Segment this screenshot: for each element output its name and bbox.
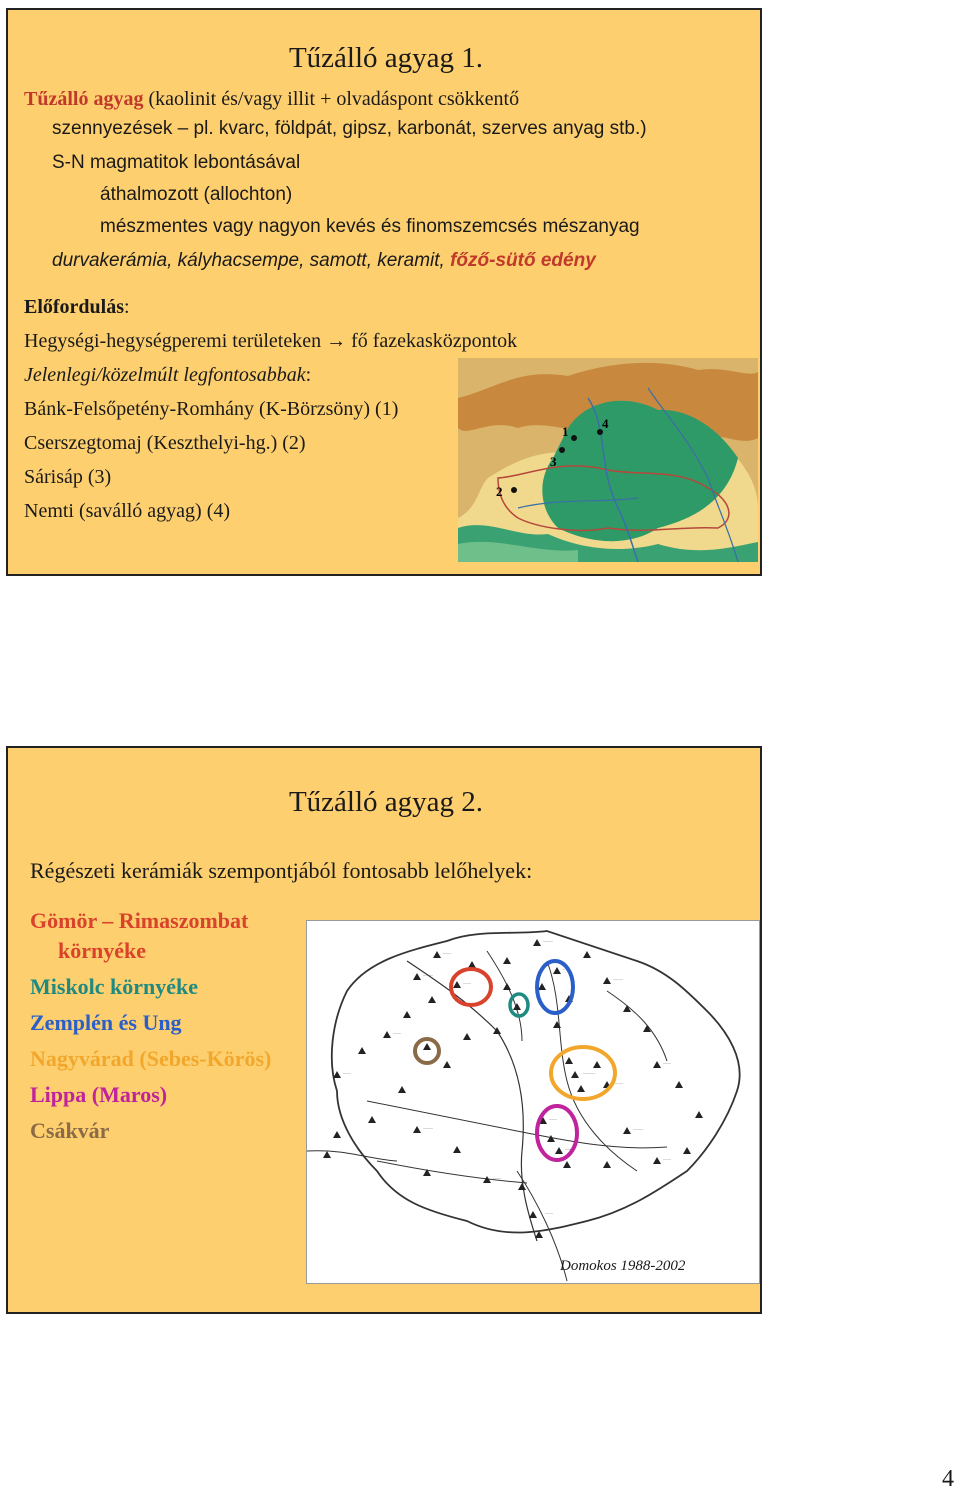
definition-line-1: Tűzálló agyag (kaolinit és/vagy illit + olvadáspont csökkentő xyxy=(24,88,520,110)
uses-line: durvakerámia, kályhacsempe, samott, keramit, főző-sütő edény xyxy=(52,250,596,271)
svg-text:····: ···· xyxy=(463,981,471,987)
svg-text:····: ···· xyxy=(549,1117,557,1123)
relief-map-graphic xyxy=(458,358,758,562)
svg-text:·····: ····· xyxy=(633,1127,643,1133)
definition-line-4: áthalmozott (allochton) xyxy=(100,184,293,205)
svg-text:·····: ····· xyxy=(613,977,623,983)
svg-text:·····: ····· xyxy=(423,973,433,979)
occurrence-heading: Előfordulás: xyxy=(24,296,130,318)
site-gomor-line-2: környéke xyxy=(58,938,146,963)
svg-text:····: ···· xyxy=(565,1147,573,1153)
svg-text:·····: ····· xyxy=(543,939,553,945)
archaeology-map-graphic xyxy=(307,921,759,1283)
site-gomor: Gömör – Rimaszombat xyxy=(30,908,249,933)
slide-1-title: Tűzálló agyag 1. xyxy=(288,42,484,74)
definition-line-2: szennyezések – pl. kvarc, földpát, gipsz, karbonát, szerves anyag stb.) xyxy=(52,118,647,139)
site-miskolc: Miskolc környéke xyxy=(30,974,199,999)
definition-line-3: S-N magmatitok lebontásával xyxy=(52,152,301,173)
term-tuzallo-agyag: Tűzálló agyag xyxy=(24,88,144,110)
svg-text:····: ···· xyxy=(443,951,451,957)
svg-text:····: ···· xyxy=(663,1061,671,1067)
place-4: Nemti (saválló agyag) (4) xyxy=(24,500,231,522)
relief-map xyxy=(458,358,758,562)
svg-text:····: ···· xyxy=(563,967,571,973)
site-zemplen: Zemplén és Ung xyxy=(30,1010,182,1035)
slide-2-subtitle: Régészeti kerámiák szempontjából fontosabb lelőhelyek: xyxy=(30,858,533,883)
svg-text:····: ···· xyxy=(393,1031,401,1037)
svg-text:······: ······ xyxy=(583,1071,595,1077)
definition-line-5: mészmentes vagy nagyon kevés és finomszemcsés mészanyag xyxy=(100,216,640,237)
svg-text:·····: ····· xyxy=(423,1126,433,1132)
svg-text:····: ···· xyxy=(663,1157,671,1163)
arrow-right-icon: → xyxy=(321,330,352,352)
site-csakvar: Csákvár xyxy=(30,1118,110,1143)
site-nagyvarad: Nagyvárad (Sebes-Körös) xyxy=(30,1046,272,1071)
place-3: Sárisáp (3) xyxy=(24,466,112,488)
map-label-1: 1 xyxy=(562,424,569,439)
map-label-3: 3 xyxy=(550,454,557,469)
place-1: Bánk-Felsőpetény-Romhány (K-Börzsöny) (1) xyxy=(24,398,399,420)
page-number: 4 xyxy=(942,1466,954,1492)
svg-text:·····: ····· xyxy=(613,1081,623,1087)
slide-1 xyxy=(6,8,762,576)
map-label-2: 2 xyxy=(496,484,503,499)
place-2: Cserszegtomaj (Keszthelyi-hg.) (2) xyxy=(24,432,306,454)
slide-2 xyxy=(6,746,762,1314)
map-label-4: 4 xyxy=(602,416,609,431)
archaeology-map xyxy=(306,920,760,1284)
map-credit: Domokos 1988-2002 xyxy=(560,1258,686,1274)
occurrence-line-2: Jelenlegi/közelmúlt legfontosabbak: xyxy=(24,364,312,386)
svg-text:····: ···· xyxy=(493,1176,501,1182)
occurrence-line-1: Hegységi-hegységperemi területeken → fő fazekasközpontok xyxy=(24,330,518,352)
site-lippa: Lippa (Maros) xyxy=(30,1082,168,1107)
svg-text:····: ···· xyxy=(343,1071,351,1077)
slide-2-title: Tűzálló agyag 2. xyxy=(288,786,484,818)
svg-text:····: ···· xyxy=(545,1211,553,1217)
